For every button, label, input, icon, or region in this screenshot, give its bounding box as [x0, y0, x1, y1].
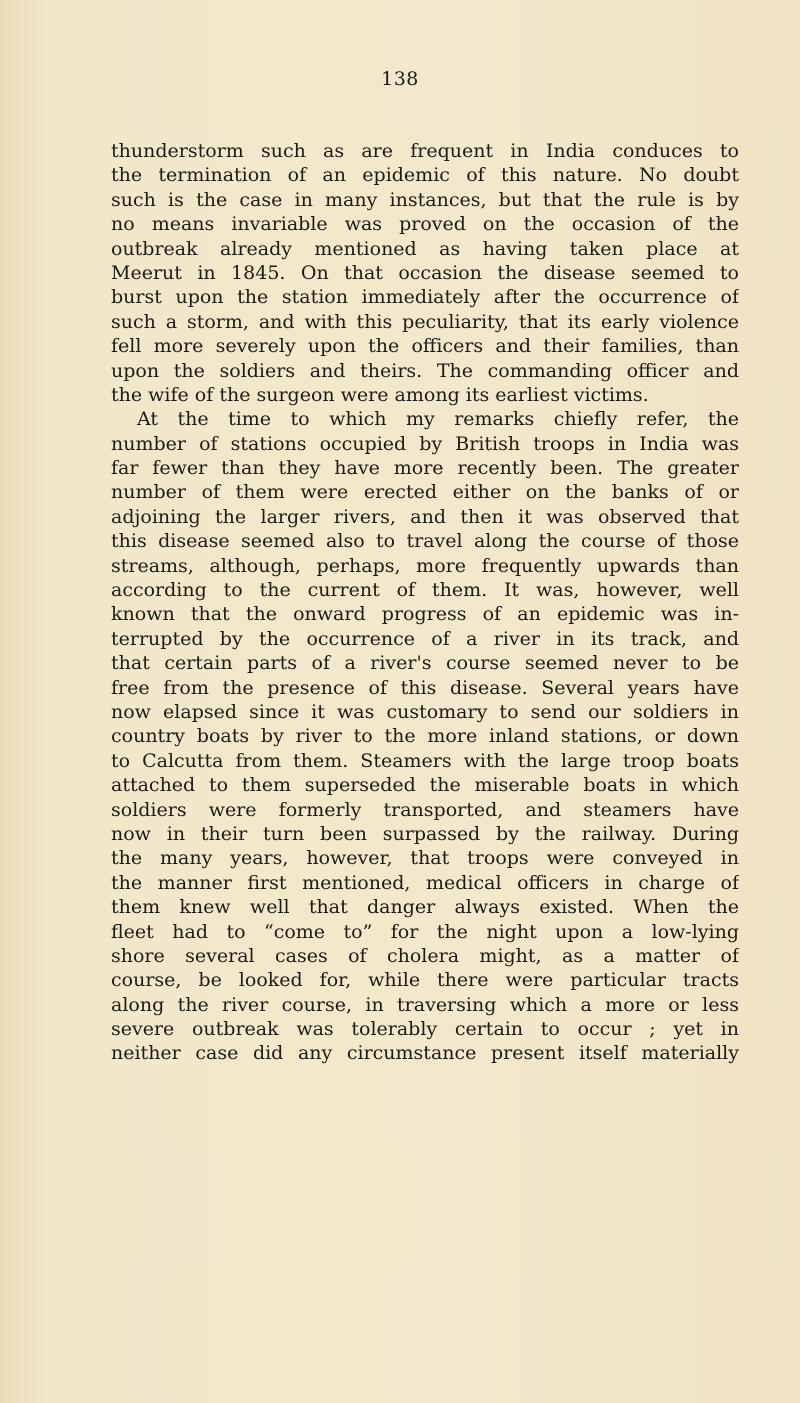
text-line: number of them were erected either on the banks of or: [111, 481, 739, 504]
text-line: neither case did any circumstance present itself materially: [111, 1042, 739, 1065]
text-line: adjoining the larger rivers, and then it was observed that: [111, 505, 739, 528]
text-line: fell more severely upon the officers and their families, than: [111, 335, 739, 358]
text-line: far fewer than they have more recently been. The greater: [111, 457, 739, 480]
text-line: streams, although, perhaps, more frequently upwards than: [111, 554, 739, 577]
text-line: the many years, however, that troops were conveyed in: [111, 847, 739, 870]
text-line: fleet had to “come to” for the night upon a low-lying: [111, 920, 739, 943]
text-line: shore several cases of cholera might, as a matter of: [111, 944, 739, 967]
text-line: thunderstorm such as are frequent in India conduces to: [111, 140, 739, 162]
text-line: free from the presence of this disease. Several years have: [111, 676, 739, 699]
text-line: according to the current of them. It was, however, well: [111, 579, 739, 602]
text-line: now in their turn been surpassed by the railway. During: [111, 822, 739, 845]
text-line: this disease seemed also to travel along the course of those: [111, 530, 739, 553]
text-line: such a storm, and with this peculiarity, that its early violence: [111, 310, 739, 333]
text-line: course, be looked for, while there were particular tracts: [111, 969, 739, 992]
text-line: attached to them superseded the miserable boats in which: [111, 774, 739, 797]
text-line: that certain parts of a river's course seemed never to be: [111, 652, 739, 675]
text-line: soldiers were formerly transported, and steamers have: [111, 798, 739, 821]
page-number: 138: [381, 68, 419, 90]
text-line: country boats by river to the more inland stations, or down: [111, 725, 739, 748]
text-line: severe outbreak was tolerably certain to occur ; yet in: [111, 1018, 739, 1041]
text-line: the manner first mentioned, medical officers in charge of: [111, 871, 739, 894]
text-line: burst upon the station immediately after the occurrence of: [111, 286, 739, 309]
text-line: to Calcutta from them. Steamers with the large troop boats: [111, 749, 739, 772]
text-line: them knew well that danger always existed. When the: [111, 896, 739, 919]
body-text: [111, 139, 739, 1066]
text-line: along the river course, in traversing which a more or less: [111, 993, 739, 1016]
text-line: known that the onward progress of an epidemic was in-: [111, 603, 739, 626]
text-line: the wife of the surgeon were among its earliest victims.: [111, 383, 649, 406]
paragraph-start-line: At the time to which my remarks chiefly refer, the: [137, 408, 739, 431]
text-line: such is the case in many instances, but that the rule is by: [111, 188, 739, 211]
text-line: now elapsed since it was customary to send our soldiers in: [111, 700, 739, 723]
text-line: Meerut in 1845. On that occasion the disease seemed to: [111, 261, 739, 284]
text-line: terrupted by the occurrence of a river in its track, and: [111, 627, 739, 650]
text-line: number of stations occupied by British troops in India was: [111, 432, 739, 455]
text-line: outbreak already mentioned as having taken place at: [111, 237, 739, 260]
text-line: upon the soldiers and theirs. The commanding officer and: [111, 359, 739, 382]
text-line: no means invariable was proved on the occasion of the: [111, 213, 739, 236]
text-line: the termination of an epidemic of this nature. No doubt: [111, 164, 739, 187]
